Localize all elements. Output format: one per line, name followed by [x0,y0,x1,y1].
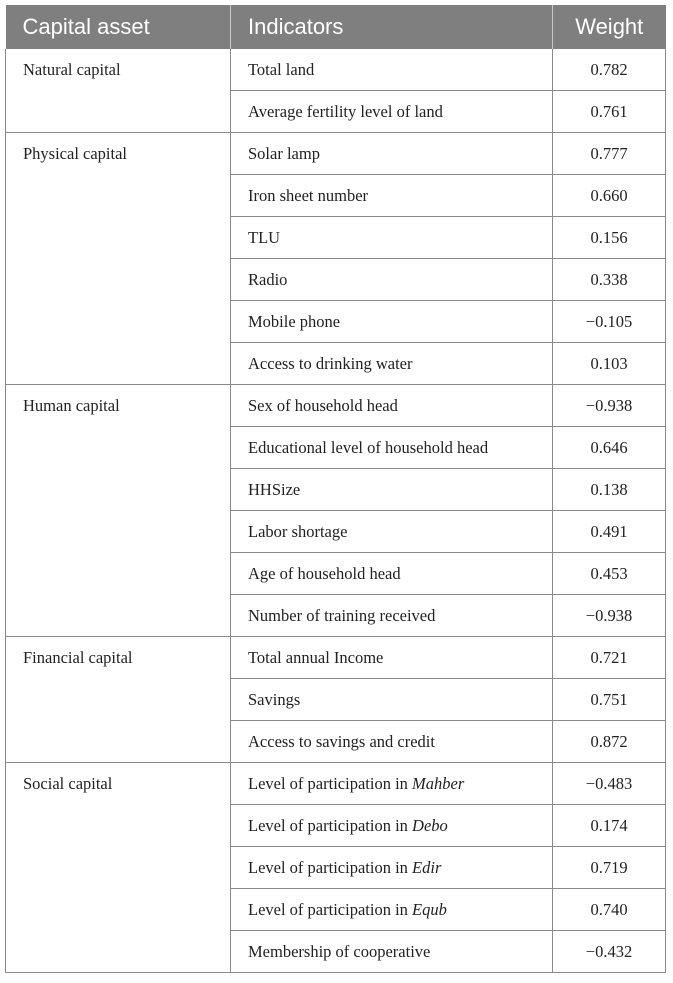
indicator-text: Access to savings and credit [248,731,435,751]
indicator-cell [231,847,553,889]
header-weight: Weight [553,5,666,49]
indicator-cell [231,175,553,217]
weight-cell: 0.453 [553,553,666,595]
indicator-text: Educational level of household head [248,437,489,457]
header-capital-asset: Capital asset [6,5,231,49]
indicator-cell [231,763,553,805]
indicator-cell [231,553,553,595]
indicator-italic-term: Equb [412,899,447,919]
table-row [6,49,666,91]
weight-cell: 0.719 [553,847,666,889]
indicator-cell [231,49,553,91]
table-row [6,637,666,679]
indicator-text: Membership of cooperative [248,941,431,961]
capital-asset-cell: Human capital [6,385,231,637]
weight-cell: 0.660 [553,175,666,217]
weight-cell: 0.777 [553,133,666,175]
weight-cell: 0.751 [553,679,666,721]
indicator-cell [231,217,553,259]
header-indicators: Indicators [231,5,553,49]
indicator-text: Level of participation in [248,815,413,835]
weight-cell: 0.491 [553,511,666,553]
indicator-text: Sex of household head [248,395,398,415]
header-row [6,5,666,49]
capital-asset-table [5,5,666,973]
weight-cell: 0.721 [553,637,666,679]
indicator-italic-term: Edir [412,857,442,877]
indicator-text: Solar lamp [248,143,320,163]
indicator-cell [231,721,553,763]
indicator-text: Level of participation in [248,899,413,919]
weight-cell: 0.646 [553,427,666,469]
indicator-cell [231,133,553,175]
indicator-cell [231,805,553,847]
indicator-text: Labor shortage [248,521,348,541]
indicator-cell [231,637,553,679]
weight-cell: 0.103 [553,343,666,385]
table-body [6,49,666,973]
weight-cell: 0.872 [553,721,666,763]
indicator-italic-term: Mahber [412,773,465,793]
weight-cell: −0.432 [553,931,666,973]
indicator-text: Savings [248,689,301,709]
indicator-text: Level of participation in [248,773,413,793]
indicator-cell [231,469,553,511]
indicator-italic-term: Debo [412,815,448,835]
weight-cell: 0.138 [553,469,666,511]
indicator-cell [231,931,553,973]
indicator-cell [231,259,553,301]
indicator-text: Number of training received [248,605,436,625]
indicator-text: Total annual Income [248,647,384,667]
weight-cell: 0.740 [553,889,666,931]
indicator-cell [231,679,553,721]
weight-cell: 0.761 [553,91,666,133]
weight-cell: 0.156 [553,217,666,259]
table-row [6,763,666,805]
indicator-cell [231,343,553,385]
indicator-cell [231,427,553,469]
indicator-text: Mobile phone [248,311,341,331]
indicator-text: Radio [248,269,288,289]
indicator-cell [231,511,553,553]
indicator-cell [231,385,553,427]
table-row [6,133,666,175]
capital-asset-cell: Physical capital [6,133,231,385]
indicator-text: Age of household head [248,563,401,583]
weight-cell: −0.938 [553,385,666,427]
weight-cell: −0.938 [553,595,666,637]
indicator-cell [231,889,553,931]
indicator-cell [231,91,553,133]
indicator-text: Access to drinking water [248,353,413,373]
weight-cell: 0.338 [553,259,666,301]
capital-asset-cell: Financial capital [6,637,231,763]
indicator-text: Average fertility level of land [248,101,443,121]
indicator-cell [231,301,553,343]
weight-cell: −0.483 [553,763,666,805]
weight-cell: −0.105 [553,301,666,343]
indicator-text: Total land [248,59,315,79]
table-header [6,5,666,49]
indicator-text: HHSize [248,479,301,499]
indicator-text: Level of participation in [248,857,413,877]
capital-asset-cell: Social capital [6,763,231,973]
indicator-text: TLU [248,227,281,247]
indicator-cell [231,595,553,637]
weight-cell: 0.782 [553,49,666,91]
indicator-text: Iron sheet number [248,185,369,205]
table-row [6,385,666,427]
weight-cell: 0.174 [553,805,666,847]
capital-asset-cell: Natural capital [6,49,231,133]
